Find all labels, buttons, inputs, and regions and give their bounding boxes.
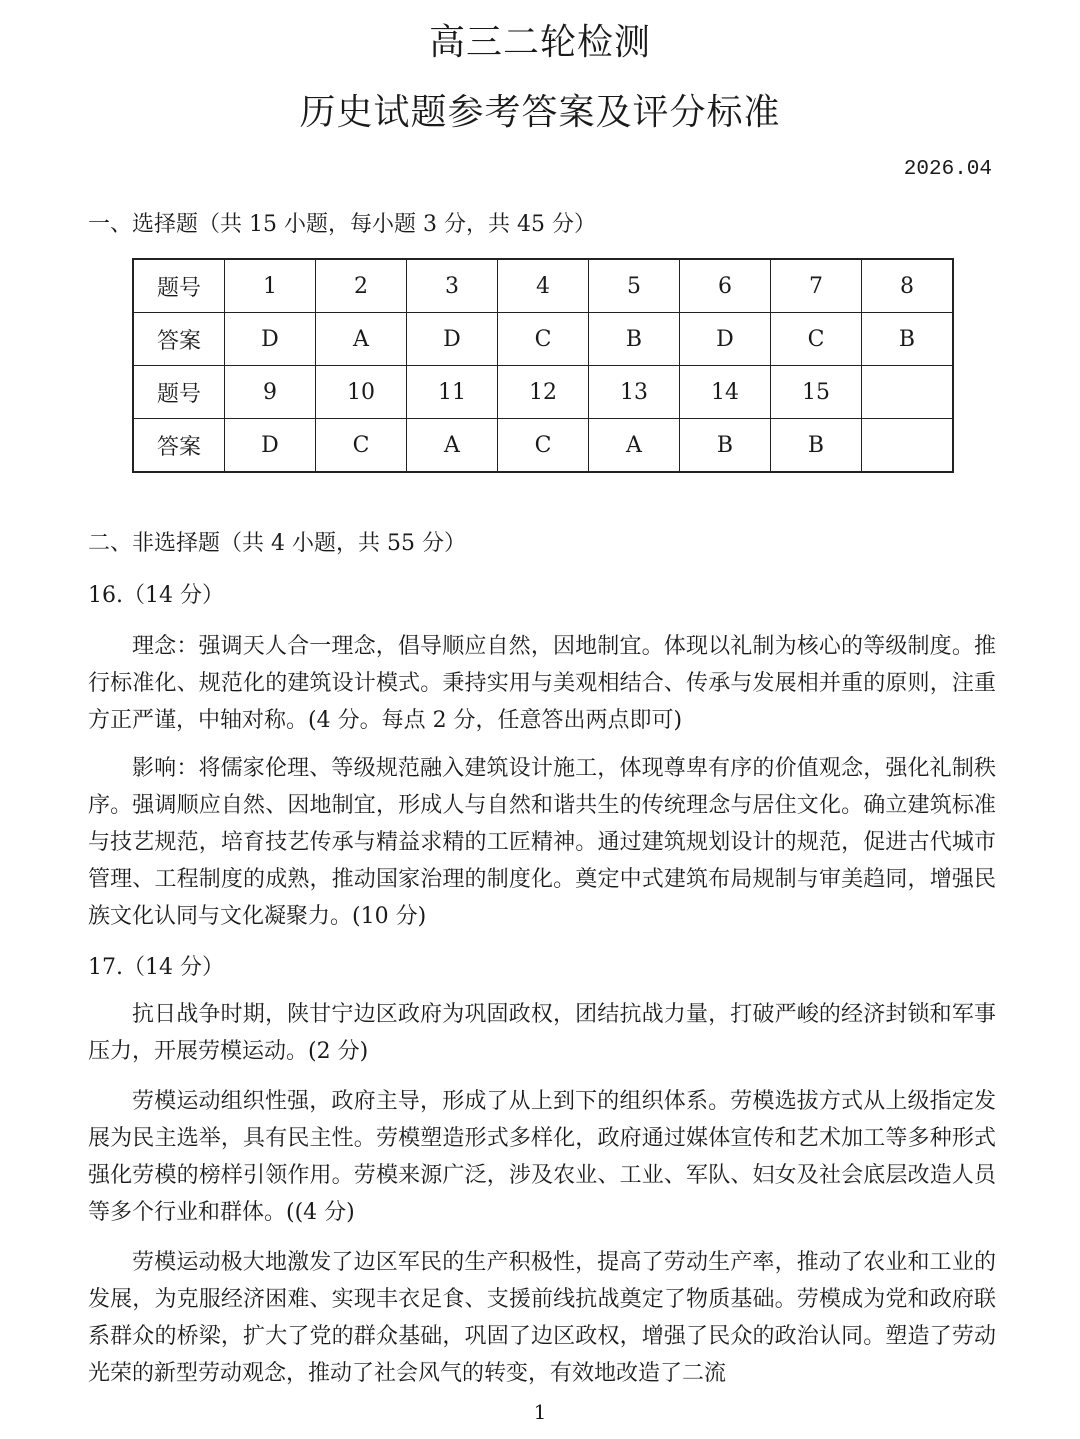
table-row: [133, 366, 953, 419]
table-cell: 11: [407, 366, 498, 419]
table-cell: C: [771, 313, 862, 366]
table-cell: A: [589, 419, 680, 473]
table-cell: 8: [862, 259, 954, 313]
table-row: [133, 313, 953, 366]
table-cell: A: [316, 313, 407, 366]
table-cell: B: [862, 313, 954, 366]
table-cell: D: [680, 313, 771, 366]
table-cell: D: [407, 313, 498, 366]
table-cell: [862, 366, 954, 419]
answer-table: [132, 258, 954, 473]
table-row: [133, 419, 953, 473]
table-cell: 2: [316, 259, 407, 313]
table-cell: 3: [407, 259, 498, 313]
document-subtitle: 历史试题参考答案及评分标准: [299, 92, 781, 133]
table-row-header: 题号: [133, 259, 225, 313]
question-17-label: 17.（14 分）: [88, 955, 224, 980]
page-number: 1: [533, 1400, 547, 1424]
table-cell: D: [225, 313, 316, 366]
document-date: 2026.04: [903, 158, 992, 181]
table-cell: 14: [680, 366, 771, 419]
table-row-header: 题号: [133, 366, 225, 419]
table-cell: [862, 419, 954, 473]
table-cell: 4: [498, 259, 589, 313]
table-cell: 13: [589, 366, 680, 419]
table-cell: 6: [680, 259, 771, 313]
table-cell: C: [498, 419, 589, 473]
table-row: [133, 259, 953, 313]
table-cell: 10: [316, 366, 407, 419]
table-cell: C: [316, 419, 407, 473]
table-cell: 12: [498, 366, 589, 419]
section2-heading: 二、非选择题（共 4 小题，共 55 分）: [88, 531, 466, 556]
question-17-paragraph-1: 抗日战争时期，陕甘宁边区政府为巩固政权，团结抗战力量，打破严峻的经济封锁和军事压力，开展劳模运动。(2 分): [88, 1002, 996, 1064]
table-cell: B: [771, 419, 862, 473]
question-16-label: 16.（14 分）: [88, 583, 224, 608]
table-cell: 15: [771, 366, 862, 419]
table-cell: 5: [589, 259, 680, 313]
table-cell: 9: [225, 366, 316, 419]
question-17-paragraph-3: 劳模运动极大地激发了边区军民的生产积极性，提高了劳动生产率，推动了农业和工业的发展，为克服经济困难、实现丰衣足食、支援前线抗战奠定了物质基础。劳模成为党和政府联系群众的桥梁，扩大了党的群众基础，巩固了边区政权，增强了民众的政治认同。塑造了劳动光荣的新型劳动观念，推动了社会风气的转变，有效地改造了二流: [88, 1250, 996, 1386]
question-16-paragraph-2: 影响：将儒家伦理、等级规范融入建筑设计施工，体现尊卑有序的价值观念，强化礼制秩序。强调顺应自然、因地制宜，形成人与自然和谐共生的传统理念与居住文化。确立建筑标准与技艺规范，培育技艺传承与精益求精的工匠精神。通过建筑规划设计的规范，促进古代城市管理、工程制度的成熟，推动国家治理的制度化。奠定中式建筑布局规制与审美趋同，增强民族文化认同与文化凝聚力。(10 分): [88, 756, 996, 929]
question-16-paragraph-1: 理念：强调天人合一理念，倡导顺应自然，因地制宜。体现以礼制为核心的等级制度。推行标准化、规范化的建筑设计模式。秉持实用与美观相结合、传承与发展相并重的原则，注重方正严谨，中轴对称。(4 分。每点 2 分，任意答出两点即可): [88, 634, 996, 733]
table-cell: D: [225, 419, 316, 473]
document-title: 高三二轮检测: [428, 22, 651, 63]
table-row-header: 答案: [133, 313, 225, 366]
section1-heading: 一、选择题（共 15 小题，每小题 3 分，共 45 分）: [88, 212, 596, 237]
table-cell: B: [589, 313, 680, 366]
table-cell: 7: [771, 259, 862, 313]
question-17-paragraph-2: 劳模运动组织性强，政府主导，形成了从上到下的组织体系。劳模选拔方式从上级指定发展为民主选举，具有民主性。劳模塑造形式多样化，政府通过媒体宣传和艺术加工等多种形式强化劳模的榜样引领作用。劳模来源广泛，涉及农业、工业、军队、妇女及社会底层改造人员等多个行业和群体。((4 分): [88, 1089, 996, 1225]
table-cell: 1: [225, 259, 316, 313]
table-cell: A: [407, 419, 498, 473]
table-row-header: 答案: [133, 419, 225, 473]
table-cell: C: [498, 313, 589, 366]
table-cell: B: [680, 419, 771, 473]
